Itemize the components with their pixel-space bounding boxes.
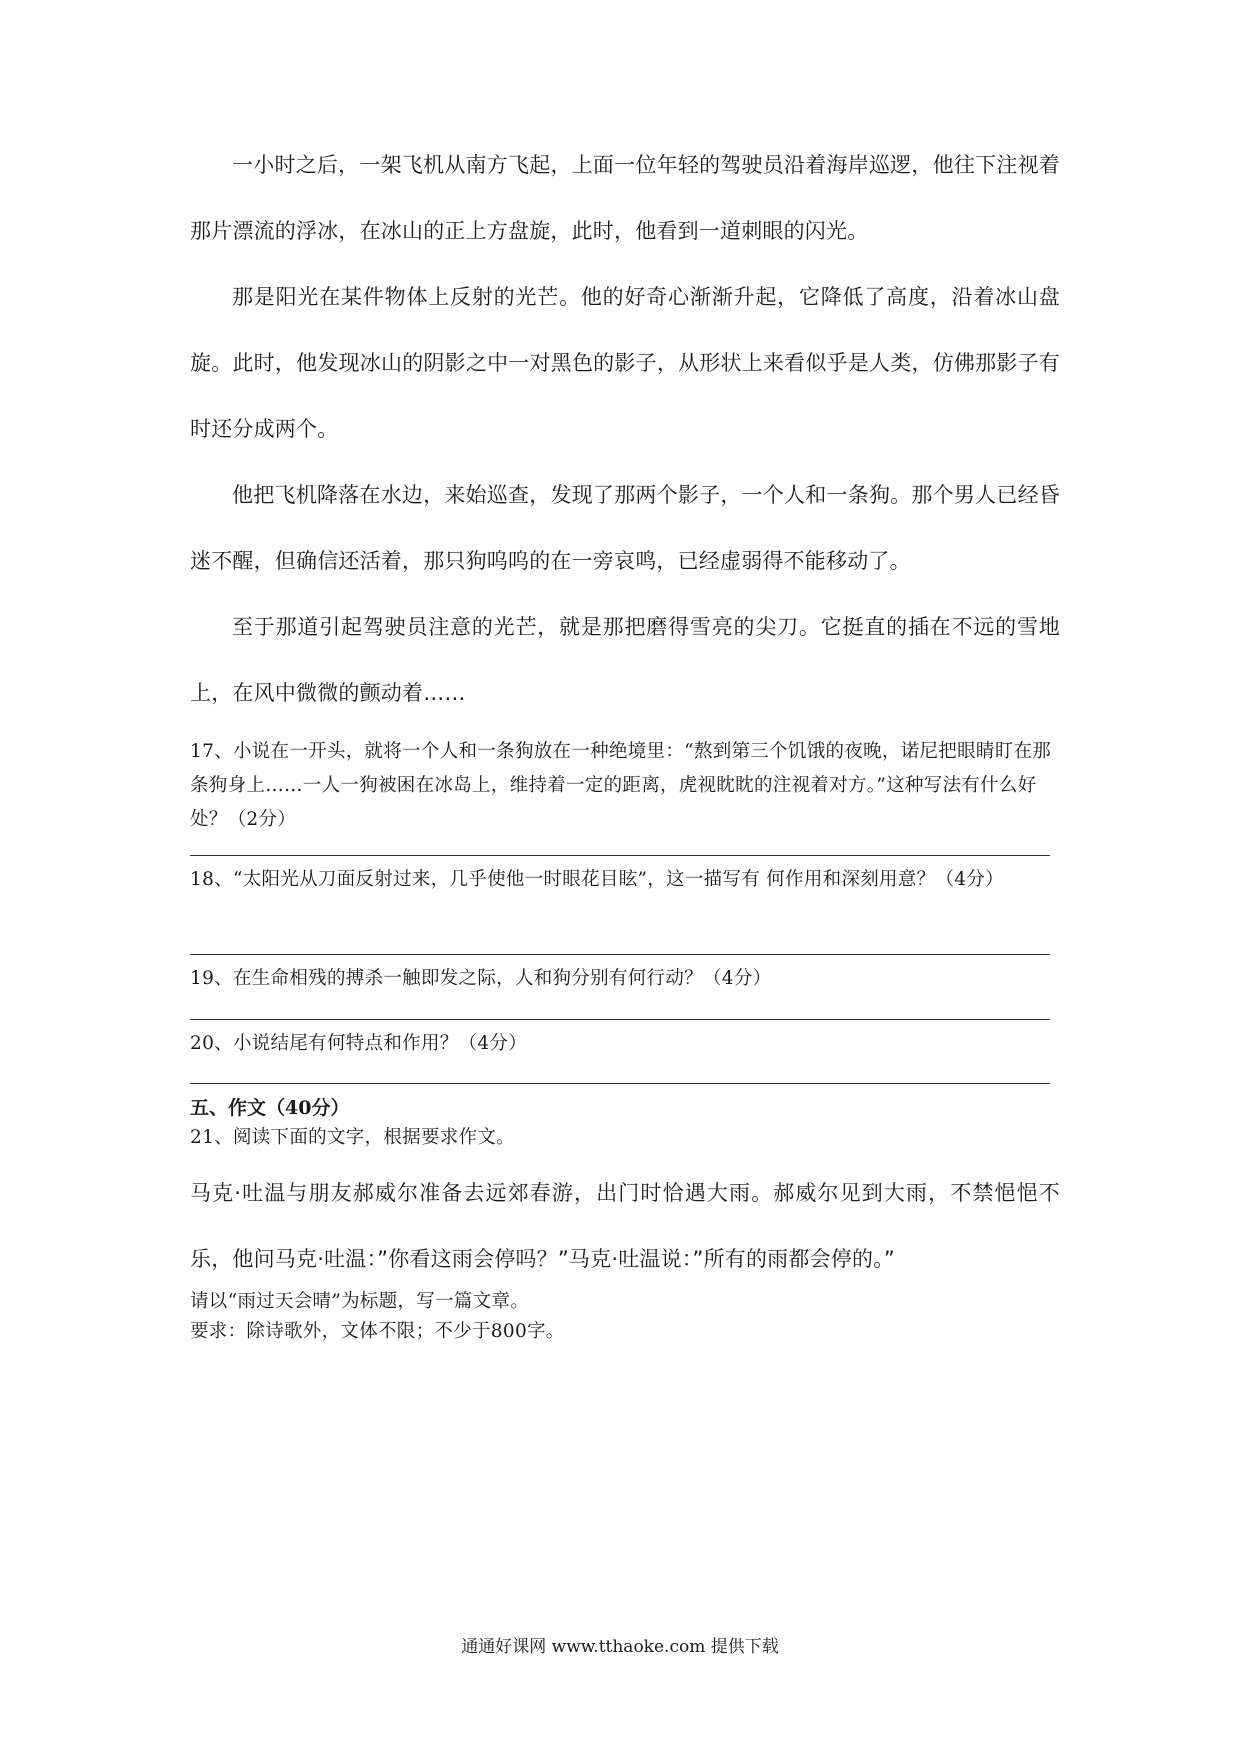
essay-heading: 五、作文（40分） — [190, 1097, 350, 1119]
question-18 — [190, 863, 1060, 897]
story-excerpt — [190, 132, 1060, 726]
essay-requirements — [190, 1287, 1060, 1347]
answer-line-19[interactable] — [190, 1019, 1050, 1020]
question-21-text: 21、阅读下面的文字，根据要求作文。 — [190, 1127, 515, 1148]
question-20-text: 20、小说结尾有何特点和作用？（4分） — [190, 1033, 528, 1054]
question-19-text: 19、在生命相残的搏杀一触即发之际，人和狗分别有何行动？（4分） — [190, 968, 772, 989]
essay-title-requirement: 请以“雨过天会晴”为标题，写一篇文章。 — [190, 1291, 530, 1312]
answer-line-18[interactable] — [190, 954, 1050, 955]
question-17-text: 17、小说在一开头，就将一个人和一条狗放在一种绝境里：“熬到第三个饥饿的夜晚，诺尼把眼睛盯在那条狗身上……一人一狗被困在冰岛上，维持着一定的距离，虎视眈眈的注视着对方。”这种写法有什么好处？（2分） — [190, 741, 1052, 830]
question-20 — [190, 1027, 1060, 1061]
answer-line-17[interactable] — [190, 855, 1050, 856]
story-paragraph-2: 那是阳光在某件物体上反射的光芒。他的好奇心渐渐升起，它降低了高度，沿着冰山盘旋。此时，他发现冰山的阴影之中一对黑色的影子，从形状上来看似乎是人类，仿佛那影子有时还分成两个。 — [190, 285, 1060, 441]
question-19 — [190, 962, 1060, 996]
essay-material-text: 马克·吐温与朋友郝威尔准备去远郊春游，出门时恰遇大雨。郝威尔见到大雨，不禁悒悒不乐，他问马克·吐温：”你看这雨会停吗？”马克·吐温说：”所有的雨都会停的。” — [190, 1181, 1060, 1271]
story-paragraph-3: 他把飞机降落在水边，来始巡查，发现了那两个影子，一个人和一条狗。那个男人已经昏迷不醒，但确信还活着，那只狗呜呜的在一旁哀鸣，已经虚弱得不能移动了。 — [190, 483, 1060, 573]
essay-length-requirement: 要求：除诗歌外，文体不限；不少于800字。 — [190, 1321, 565, 1342]
question-17 — [190, 735, 1060, 837]
story-paragraph-1: 一小时之后，一架飞机从南方飞起，上面一位年轻的驾驶员沿着海岸巡逻，他往下注视着那片漂流的浮冰，在冰山的正上方盘旋，此时，他看到一道刺眼的闪光。 — [190, 153, 1060, 243]
answer-line-20[interactable] — [190, 1083, 1050, 1084]
essay-section — [190, 1093, 1060, 1153]
essay-material — [190, 1160, 1060, 1292]
story-paragraph-4: 至于那道引起驾驶员注意的光芒，就是那把磨得雪亮的尖刀。它挺直的插在不远的雪地上，在风中微微的颤动着…… — [190, 615, 1060, 705]
page-footer: 通通好课网 www.tthaoke.com 提供下载 — [461, 1637, 779, 1657]
question-18-text: 18、“太阳光从刀面反射过来，几乎使他一时眼花目眩”，这一描写有 何作用和深刻用意？（4分） — [190, 869, 1004, 890]
